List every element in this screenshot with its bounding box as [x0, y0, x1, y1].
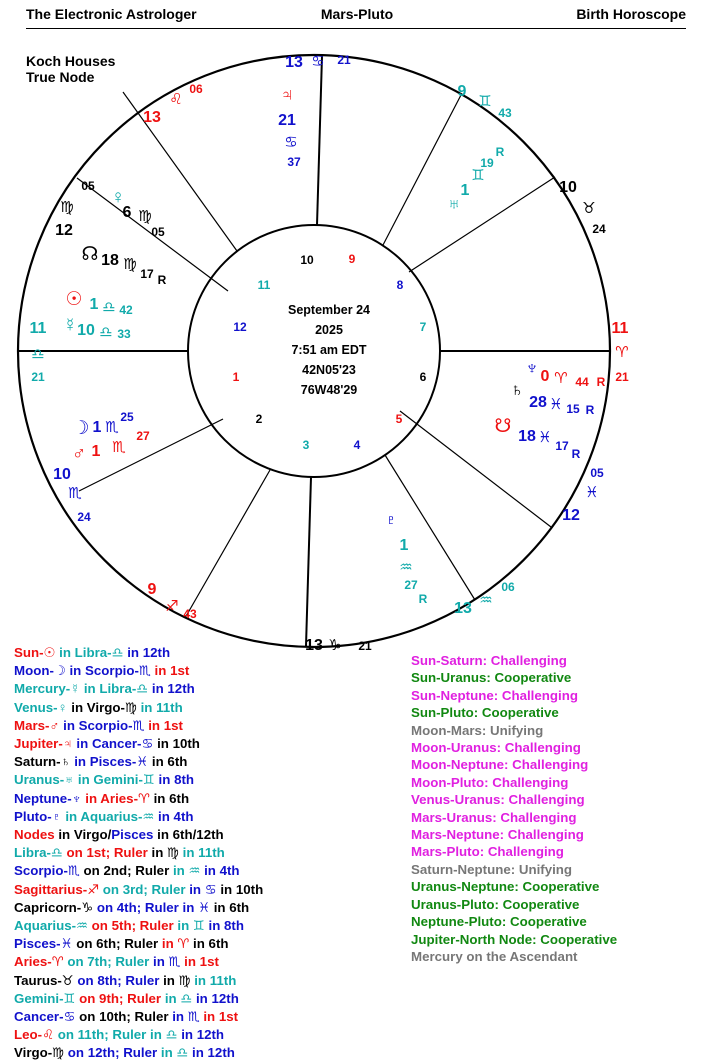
cusp-degree-c5: 13 — [454, 600, 472, 617]
placement-segment: in ♊ — [173, 918, 205, 934]
placement-line — [14, 972, 263, 990]
aspect-line: Mars-Neptune: Challenging — [411, 827, 584, 843]
placement-segment: Cancer-♋ — [14, 1009, 76, 1025]
house-number-9: 9 — [348, 252, 356, 266]
cusp-sign-c4-ic: ♑ — [328, 637, 342, 654]
house-number-7: 7 — [419, 320, 427, 334]
header-chart-type: Birth Horoscope — [576, 6, 686, 22]
placement-segment: in 11th — [136, 699, 183, 715]
placement-segment: on 2nd; Ruler — [79, 863, 170, 879]
uranus-glyph: ♅ — [446, 194, 462, 215]
placement-segment: in 4th — [200, 863, 240, 879]
placement-segment: on 12th; Ruler — [64, 1045, 158, 1061]
placement-segment: in 1st — [199, 1009, 239, 1025]
placement-line — [14, 899, 263, 917]
cusp-sign-c6: ♓ — [585, 484, 599, 501]
house-number-11: 11 — [257, 278, 271, 292]
placement-line — [14, 935, 263, 953]
placement-segment: on 9th; Ruler — [75, 990, 162, 1006]
cusp-3-line — [185, 470, 270, 618]
placement-segment: Libra-♎ — [14, 845, 63, 861]
placement-line — [14, 699, 263, 717]
placement-segment: Pisces-♓ — [14, 936, 73, 952]
placement-line — [14, 1044, 263, 1062]
uranus-sign: ♊ — [471, 167, 485, 184]
placement-segment: in ♏ — [168, 1009, 200, 1025]
placement-line — [14, 990, 263, 1008]
mercury-sign: ♎ — [99, 324, 113, 341]
house-number-8: 8 — [396, 278, 404, 292]
placement-segment: in ♒ — [169, 863, 201, 879]
placement-line — [14, 735, 263, 753]
placement-segment: in 6th — [189, 936, 229, 952]
placement-line — [14, 881, 263, 899]
cusp-minute-c5: 06 — [501, 580, 515, 594]
cusp-degree-c4-ic: 13 — [305, 637, 323, 654]
cusp-degree-c11: 13 — [143, 109, 161, 126]
placement-segment: in 12th — [148, 681, 195, 697]
aspect-line: Mars-Uranus: Challenging — [411, 809, 577, 825]
house-number-6: 6 — [419, 370, 427, 384]
venus-degree: 6 — [122, 204, 132, 221]
placement-segment: in Pisces-♓ — [70, 754, 149, 770]
placement-segment: in ♎ — [146, 1027, 178, 1043]
placement-segment: Mercury-☿ — [14, 681, 81, 697]
placement-segment: Aries-♈ — [14, 954, 64, 970]
placement-line — [14, 953, 263, 971]
aspect-line: Mars-Pluto: Challenging — [411, 844, 564, 860]
mars-glyph: ♂ — [71, 443, 87, 464]
node-sign: ♍ — [123, 256, 137, 273]
cusp-minute-c2: 24 — [77, 510, 91, 524]
moon-degree: 1 — [92, 419, 102, 436]
midheaven-line — [317, 56, 322, 225]
placement-segment: in 6th/12th — [153, 827, 224, 843]
neptune-degree: 0 — [540, 368, 550, 385]
placement-segment: Uranus-♅ — [14, 772, 75, 788]
placement-segment: on 1st; Ruler — [62, 845, 148, 861]
chart-info-line: 2025 — [315, 323, 343, 337]
placement-segment: in ♈ — [158, 936, 190, 952]
placement-segment: Gemini-♊ — [14, 990, 76, 1006]
placement-segment: in ♍ — [147, 845, 179, 861]
placement-segment: Sagittarius-♐ — [14, 881, 100, 897]
placement-line — [14, 808, 263, 826]
cusp-sign-c3: ♐ — [165, 598, 179, 615]
pluto-minute: 27 — [404, 578, 418, 592]
mars-degree: 1 — [91, 443, 101, 460]
chart-info-line: 42N05'23 — [302, 363, 356, 377]
placement-segment: in Libra-♎ — [80, 681, 149, 697]
placement-segment: in 12th — [123, 645, 171, 660]
cusp-minute-c3: 43 — [183, 607, 197, 621]
placement-segment: in ♓ — [178, 899, 210, 915]
cusp-minute-c1-asc: 21 — [31, 370, 45, 384]
placement-segment: in 11th — [178, 845, 225, 861]
placement-segment: in 1st — [180, 954, 219, 970]
cusp-degree-c7-dsc: 11 — [611, 320, 629, 337]
snode-sign: ♓ — [538, 429, 552, 446]
sun-glyph: ☉ — [65, 289, 83, 310]
cusp-sign-c7-dsc: ♈ — [615, 344, 629, 361]
cusp-degree-c2: 10 — [53, 466, 71, 483]
placement-segment: in 8th — [204, 918, 244, 934]
jupiter-minute: 37 — [287, 155, 301, 169]
aspects-list — [411, 652, 617, 965]
house-number-5: 5 — [395, 412, 403, 426]
aspect-line: Moon-Mars: Unifying — [411, 722, 544, 738]
venus-glyph: ♀ — [110, 187, 126, 208]
cusp-degree-c1-asc: 11 — [29, 320, 47, 337]
placement-segment: in 6th — [148, 754, 188, 770]
cusp-minute-c8: 24 — [592, 222, 606, 236]
moon-minute: 25 — [120, 410, 134, 424]
house-number-1: 1 — [232, 370, 240, 384]
placement-segment: Sun-☉ — [14, 645, 56, 660]
uranus-minute: 19 — [480, 156, 494, 170]
placement-segment: in 12th — [188, 1045, 235, 1061]
cusp-sign-c1-asc: ♎ — [31, 346, 45, 363]
placement-segment: Scorpio-♏ — [14, 863, 80, 879]
placement-segment: in 10th — [216, 881, 264, 897]
aspect-line: Moon-Uranus: Challenging — [411, 740, 581, 756]
placement-segment: on 7th; Ruler — [63, 954, 150, 970]
saturn-glyph: ♄ — [509, 380, 525, 401]
neptune-sign: ♈ — [554, 370, 568, 387]
placement-segment: Nodes — [14, 827, 55, 843]
node-retrograde: R — [157, 273, 167, 287]
placement-line — [14, 826, 263, 844]
aspect-line: Jupiter-North Node: Cooperative — [411, 931, 618, 947]
placement-segment: in ♍ — [159, 972, 191, 988]
saturn-retrograde: R — [585, 403, 595, 417]
placement-segment: Taurus-♉ — [14, 972, 74, 988]
cusp-degree-c10-mc: 13 — [285, 54, 303, 71]
snode-minute: 17 — [555, 439, 569, 453]
placement-segment: in Libra-♎ — [55, 645, 124, 660]
cusp-minute-c12: 05 — [81, 179, 95, 193]
pluto-degree: 1 — [399, 537, 409, 554]
placement-segment: in 12th — [192, 990, 239, 1006]
cusp-degree-c6: 12 — [562, 507, 580, 524]
chart-info-line: September 24 — [288, 303, 370, 317]
cusp-minute-c4-ic: 21 — [358, 639, 372, 653]
cusp-5-line — [385, 455, 475, 600]
cusp-sign-c5: ♒ — [479, 592, 493, 609]
placement-segment: in Scorpio-♏ — [59, 717, 145, 733]
house-number-2: 2 — [255, 412, 263, 426]
placement-line — [14, 644, 263, 662]
jupiter-sign: ♋ — [284, 134, 298, 151]
sun-minute: 42 — [119, 303, 133, 317]
placement-segment: Venus-♀ — [14, 699, 68, 715]
placement-segment: in ♎ — [161, 990, 193, 1006]
sun-degree: 1 — [89, 296, 99, 313]
placement-segment: in ♏ — [149, 954, 181, 970]
placement-segment: in Virgo/ — [54, 827, 112, 843]
aspect-line: Sun-Pluto: Cooperative — [411, 705, 559, 721]
placement-segment: on 11th; Ruler — [54, 1027, 147, 1043]
placement-segment: in 1st — [150, 663, 190, 679]
neptune-retrograde: R — [596, 375, 606, 389]
aspect-line: Mercury on the Ascendant — [411, 948, 578, 964]
cusp-degree-c12: 12 — [55, 222, 73, 239]
cusp-sign-c2: ♏ — [68, 485, 82, 502]
placement-segment: in 6th — [210, 899, 250, 915]
cusp-8-line — [409, 177, 555, 272]
aspect-line: Sun-Neptune: Challenging — [411, 687, 578, 703]
placement-line — [14, 717, 263, 735]
placement-segment: in Aquarius-♒ — [61, 808, 155, 824]
placement-segment: on 8th; Ruler — [73, 972, 160, 988]
header-app-name: The Electronic Astrologer — [26, 6, 197, 22]
mars-sign: ♏ — [112, 439, 126, 456]
header-chart-title: Mars-Pluto — [320, 6, 394, 22]
placement-segment: in Scorpio-♏ — [65, 663, 151, 679]
placement-segment: Mars-♂ — [14, 717, 60, 733]
placement-segment: in Aries-♈ — [81, 790, 150, 806]
cusp-minute-c6: 05 — [590, 466, 604, 480]
aspect-line: Neptune-Pluto: Cooperative — [411, 914, 587, 930]
placement-segment: in 10th — [153, 736, 200, 752]
saturn-degree: 28 — [529, 394, 547, 411]
placement-segment: on 6th; Ruler — [72, 936, 159, 952]
cusp-sign-c8: ♉ — [582, 200, 596, 217]
jupiter-degree: 21 — [278, 112, 296, 129]
cusp-minute-c10-mc: 21 — [337, 53, 351, 67]
moon-glyph: ☽ — [72, 418, 90, 439]
placement-segment: Pisces — [111, 827, 154, 843]
house-number-4: 4 — [353, 438, 361, 452]
neptune-minute: 44 — [575, 375, 589, 389]
uranus-degree: 1 — [460, 182, 470, 199]
pluto-sign: ♒ — [399, 559, 413, 576]
placement-segment: Aquarius-♒ — [14, 918, 88, 934]
placements-list — [14, 644, 263, 1063]
placement-segment: Saturn-♄ — [14, 754, 71, 770]
venus-sign: ♍ — [138, 208, 152, 225]
chart-info-line: 76W48'29 — [300, 383, 358, 397]
placement-segment: in Virgo-♍ — [67, 699, 137, 715]
aspect-line: Uranus-Pluto: Cooperative — [411, 896, 580, 912]
cusp-minute-c9: 43 — [498, 106, 512, 120]
placement-line — [14, 844, 263, 862]
cusp-minute-c11: 06 — [189, 82, 203, 96]
placement-line — [14, 771, 263, 789]
wheel-labels — [30, 53, 629, 654]
aspect-line: Venus-Uranus: Challenging — [411, 792, 585, 808]
placement-segment: Leo-♌ — [14, 1027, 54, 1043]
placement-segment: in 11th — [190, 972, 237, 988]
placement-segment: in ♋ — [185, 881, 217, 897]
pluto-glyph: ♇ — [383, 510, 399, 531]
cusp-degree-c3: 9 — [147, 581, 157, 598]
placement-segment: Jupiter-♃ — [14, 736, 73, 752]
placement-segment: Moon-☽ — [14, 663, 66, 679]
placement-segment: on 4th; Ruler — [93, 899, 179, 915]
jupiter-glyph: ♃ — [279, 85, 295, 106]
sun-sign: ♎ — [102, 299, 116, 316]
cusp-degree-c9: 9 — [457, 83, 467, 100]
neptune-glyph: ♆ — [524, 358, 540, 379]
placement-segment: on 5th; Ruler — [87, 918, 174, 934]
placement-line — [14, 917, 263, 935]
placement-segment: in 12th — [177, 1027, 225, 1043]
node-glyph: ☊ — [81, 244, 99, 265]
mercury-degree: 10 — [77, 322, 95, 339]
mercury-minute: 33 — [117, 327, 131, 341]
mercury-glyph: ☿ — [62, 315, 78, 336]
uranus-retrograde: R — [495, 145, 505, 159]
pluto-retrograde: R — [418, 592, 428, 606]
aspect-line: Moon-Neptune: Challenging — [411, 757, 589, 773]
imum-coeli-line — [306, 477, 311, 646]
cusp-sign-c10-mc: ♋ — [311, 53, 325, 70]
placement-line — [14, 862, 263, 880]
placement-line — [14, 1026, 263, 1044]
placement-segment: in 8th — [154, 772, 195, 788]
cusp-9-line — [383, 95, 461, 245]
snode-degree: 18 — [518, 428, 536, 445]
house-system-label: Koch Houses — [26, 53, 116, 69]
saturn-sign: ♓ — [549, 396, 563, 413]
cusp-minute-c7-dsc: 21 — [615, 370, 629, 384]
placement-segment: in ♎ — [157, 1045, 189, 1061]
cusp-sign-c11: ♌ — [169, 91, 183, 108]
placement-segment: in 6th — [149, 790, 190, 806]
aspect-line: Uranus-Neptune: Cooperative — [411, 879, 600, 895]
placement-segment: Neptune-♆ — [14, 790, 82, 806]
aspect-line: Saturn-Neptune: Unifying — [411, 861, 573, 877]
snode-glyph: ☋ — [494, 416, 512, 437]
node-type-label: True Node — [26, 69, 95, 85]
placement-segment: on 3rd; Ruler — [99, 881, 186, 897]
placement-line — [14, 680, 263, 698]
cusp-degree-c8: 10 — [559, 179, 577, 196]
aspect-line: Moon-Pluto: Challenging — [411, 774, 569, 790]
house-number-12: 12 — [233, 320, 247, 334]
saturn-minute: 15 — [566, 402, 580, 416]
venus-minute: 05 — [151, 225, 165, 239]
placement-segment: Virgo-♍ — [14, 1045, 65, 1061]
placement-segment: Capricorn-♑ — [14, 899, 94, 915]
placement-line — [14, 790, 263, 808]
placement-segment: in Cancer-♋ — [72, 736, 154, 752]
mars-minute: 27 — [136, 429, 150, 443]
node-degree: 18 — [101, 252, 119, 269]
placement-line — [14, 753, 263, 771]
placement-line — [14, 662, 263, 680]
chart-info-line: 7:51 am EDT — [291, 343, 367, 357]
node-minute: 17 — [140, 267, 154, 281]
house-number-3: 3 — [302, 438, 310, 452]
placement-segment: in 1st — [144, 717, 183, 733]
placement-segment: on 10th; Ruler — [75, 1009, 169, 1025]
placement-line — [14, 1008, 263, 1026]
cusp-11-line — [123, 92, 237, 251]
snode-retrograde: R — [571, 447, 581, 461]
house-number-10: 10 — [300, 253, 314, 267]
cusp-sign-c12: ♍ — [60, 199, 74, 216]
aspect-line: Sun-Saturn: Challenging — [411, 653, 567, 668]
aspect-line: Sun-Uranus: Cooperative — [411, 670, 572, 686]
cusp-sign-c9: ♊ — [478, 93, 492, 110]
moon-sign: ♏ — [105, 419, 119, 436]
placement-segment: Pluto-♇ — [14, 808, 62, 824]
placement-segment: in 4th — [154, 808, 194, 824]
placement-segment: in Gemini-♊ — [74, 772, 155, 788]
